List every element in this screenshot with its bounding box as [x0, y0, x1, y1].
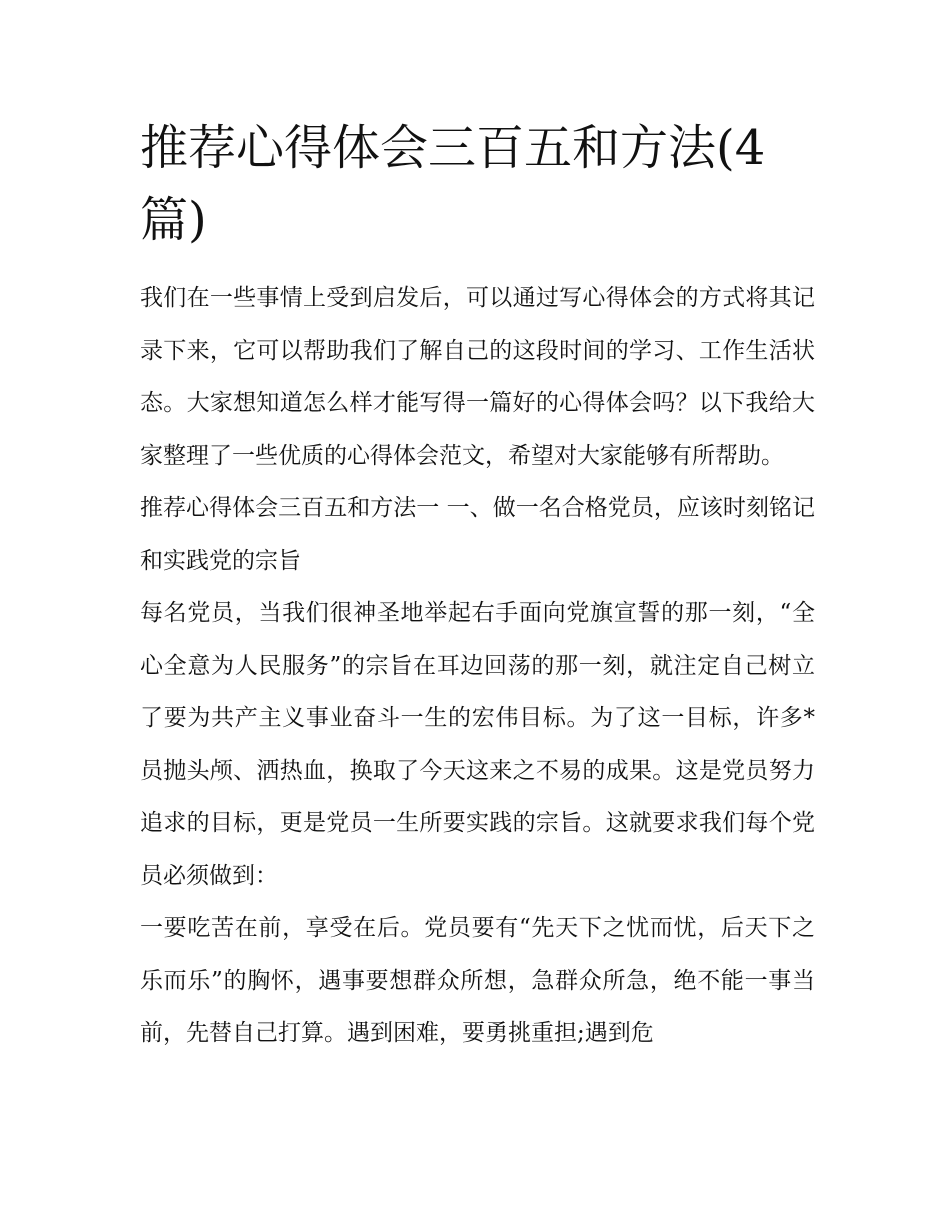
- intro-paragraph: 我们在一些事情上受到启发后，可以通过写心得体会的方式将其记录下来，它可以帮助我们了解自己的这段时间的学习、工作生活状态。大家想知道怎么样才能写得一篇好的心得体会吗？以下我给大家整理了一些优质的心得体会范文，希望对大家能够有所帮助。: [140, 285, 815, 469]
- body-paragraph: 一要吃苦在前，享受在后。党员要有“先天下之忧而忧，后天下之乐而乐”的胸怀，遇事要想群众所想，急群众所急，绝不能一事当前，先替自己打算。遇到困难，要勇挑重担;遇到危: [140, 915, 815, 1046]
- body-paragraph: 每名党员，当我们很神圣地举起右手面向党旗宣誓的那一刻，“全心全意为人民服务”的宗旨在耳边回荡的那一刻，就注定自己树立了要为共产主义事业奋斗一生的宏伟目标。为了这一目标，许多*员抛头颅、洒热血，换取了今天这来之不易的成果。这是党员努力追求的目标，更是党员一生所要实践的宗旨。这就要求我们每个党员必须做到：: [140, 600, 815, 889]
- document-title: 推荐心得体会三百五和方法(4篇): [140, 120, 766, 248]
- document-body: [140, 112, 815, 1060]
- section-heading: 推荐心得体会三百五和方法一 一、做一名合格党员，应该时刻铭记和实践党的宗旨: [140, 495, 815, 574]
